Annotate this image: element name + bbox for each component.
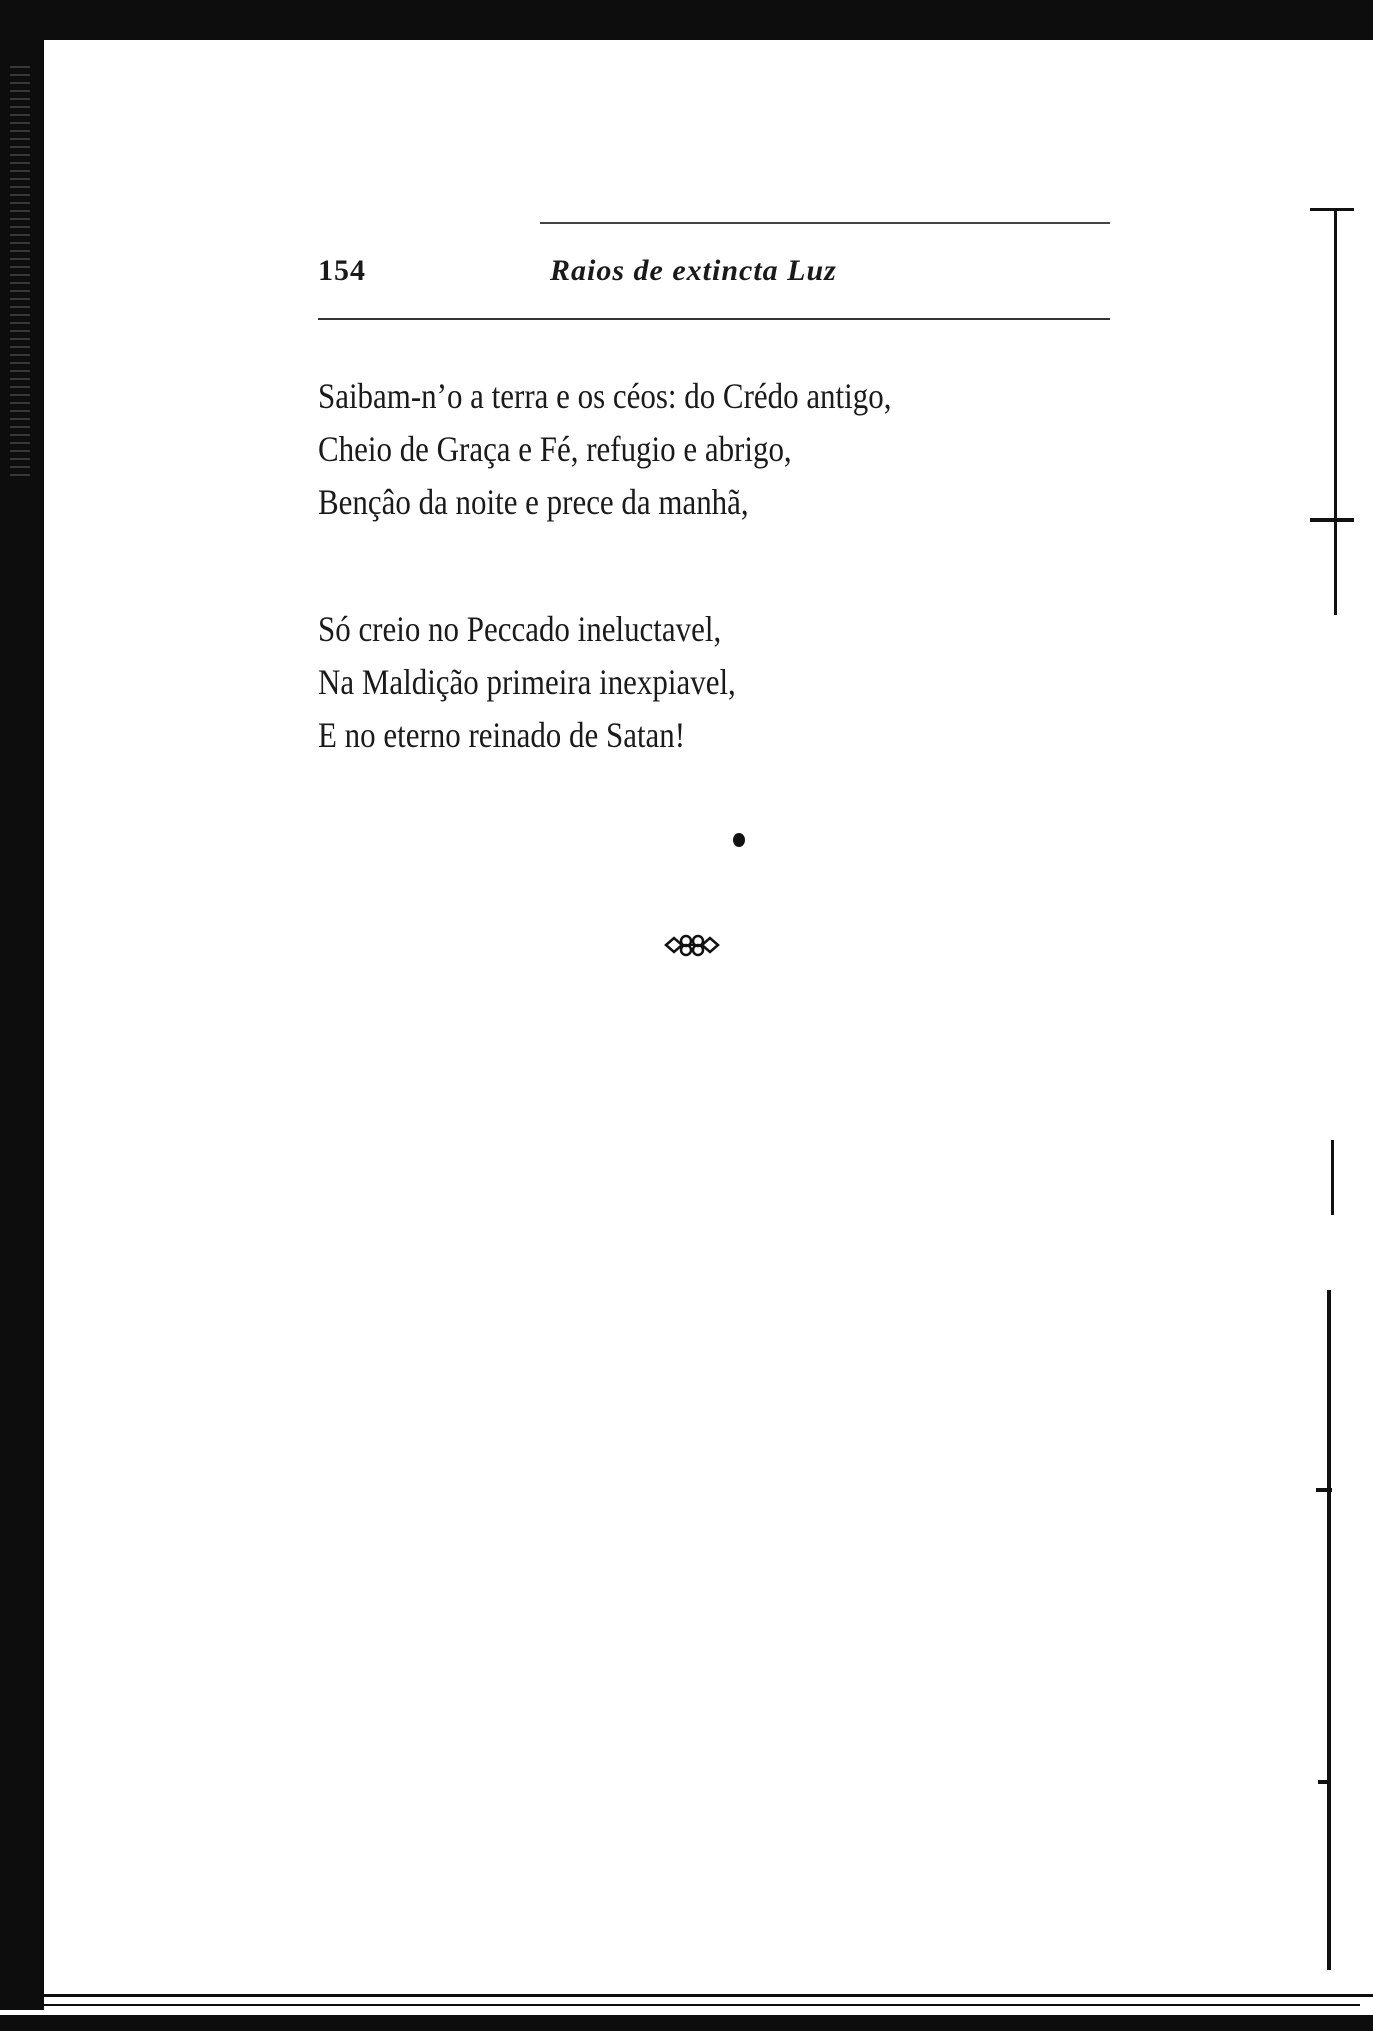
margin-mark — [1310, 518, 1354, 522]
scan-border-texture — [10, 60, 30, 480]
verse-line: Só creio no Peccado ineluctavel, — [318, 609, 722, 649]
margin-mark — [1316, 1488, 1332, 1492]
verse-line: Bençâo da noite e prece da manhã, — [318, 482, 749, 522]
header-rule-bottom — [318, 318, 1110, 320]
header-rule-top — [318, 222, 1110, 224]
margin-mark — [1331, 1140, 1334, 1215]
running-head — [318, 250, 1110, 296]
margin-mark — [1310, 208, 1354, 211]
page-number: 154 — [318, 254, 366, 287]
verse-line: Saibam-n’o a terra e os céos: do Crédo antigo, — [318, 376, 892, 416]
scan-border-bottom-rule — [0, 1994, 1373, 1997]
scan-border-bottom — [0, 2015, 1373, 2031]
margin-mark — [1334, 210, 1337, 615]
scan-border-bottom-rule-2 — [40, 2004, 1360, 2006]
verse-line: Na Maldição primeira inexpiavel, — [318, 662, 736, 702]
scan-border-top — [0, 0, 1373, 40]
running-title: Raios de extincta Luz — [550, 254, 837, 287]
margin-mark — [1318, 1780, 1328, 1784]
margin-mark — [1327, 1290, 1331, 1970]
stanza-1 — [318, 370, 985, 529]
verse-line: Cheio de Graça e Fé, refugio e abrigo, — [318, 429, 792, 469]
bullet-dot-icon — [733, 833, 745, 847]
verse-line: E no eterno reinado de Satan! — [318, 715, 686, 755]
stanza-2 — [318, 603, 804, 762]
fleuron-ornament-icon — [664, 930, 720, 960]
